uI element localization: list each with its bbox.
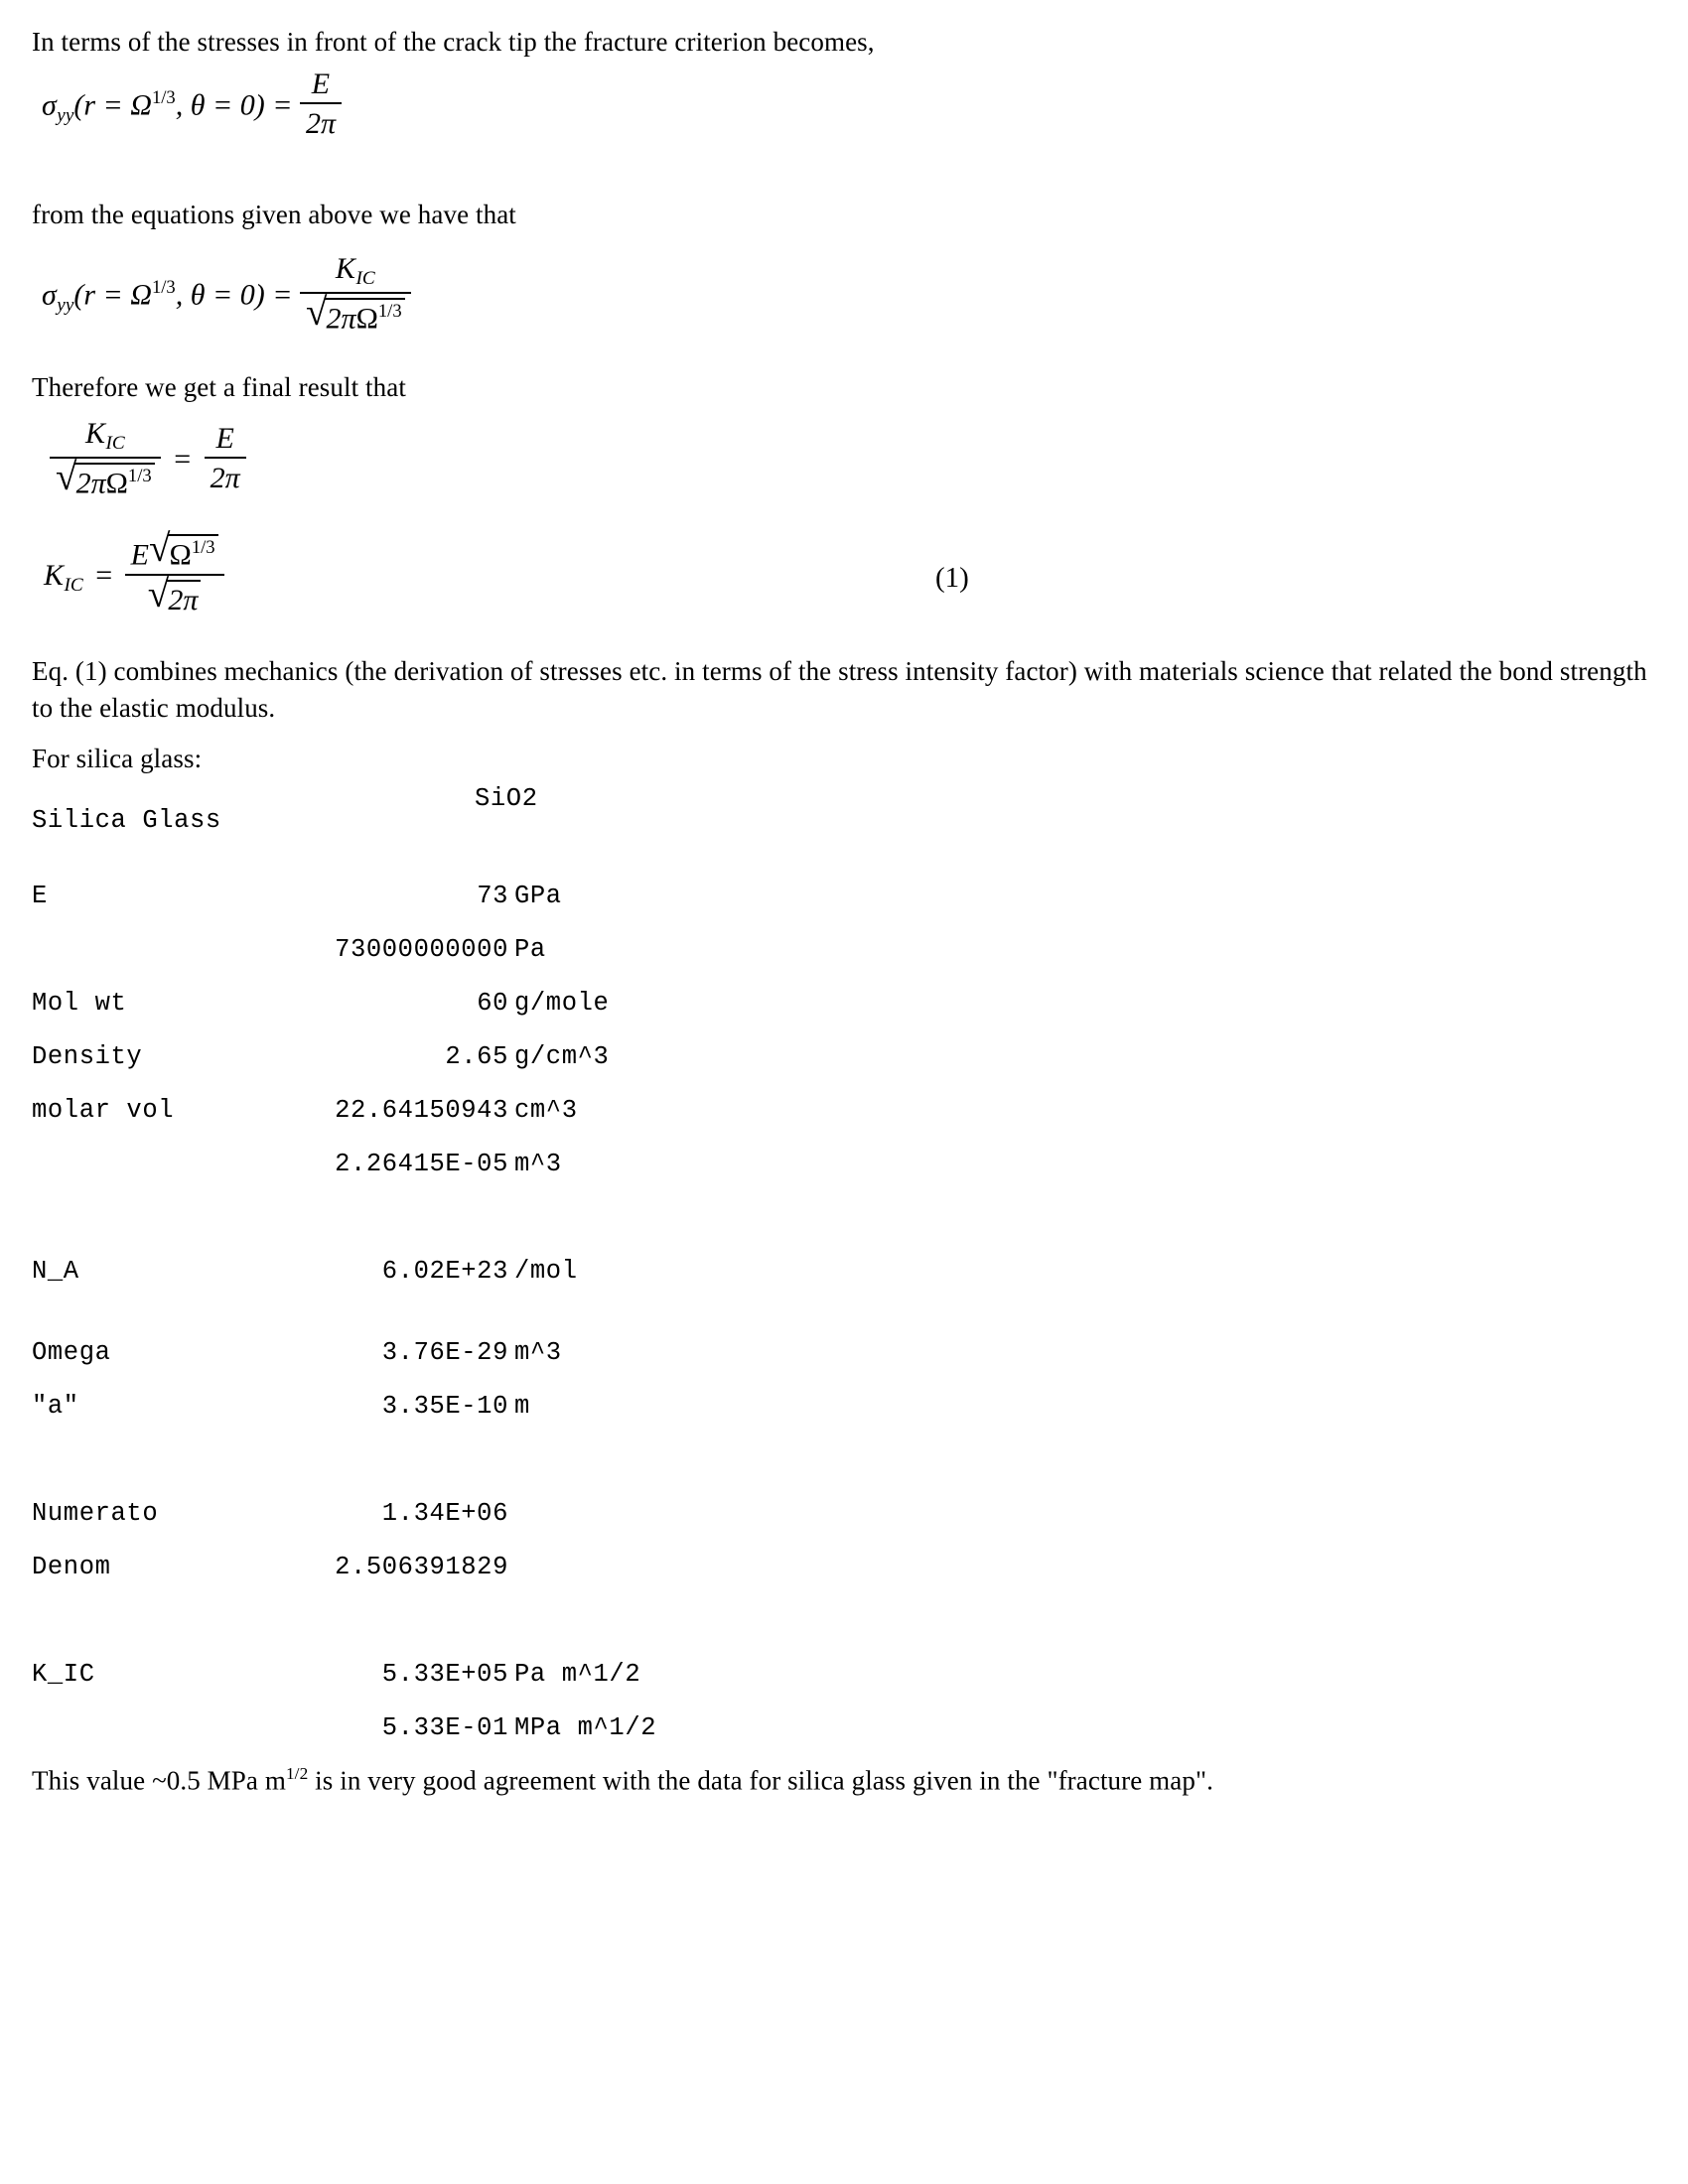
table-row-label: molar vol xyxy=(32,1096,175,1125)
table-row-value: 73000000000 xyxy=(335,935,508,964)
equation-sigma-yy-E-over-2pi xyxy=(42,68,342,144)
table-row-label: Denom xyxy=(32,1553,111,1581)
square-root xyxy=(56,456,155,500)
conclusion-superscript: 1/2 xyxy=(285,1764,309,1783)
table-row-unit: /mol xyxy=(514,1257,578,1286)
fraction-numerator: E √ $\Omega^{1/3}$ xyxy=(125,533,224,576)
table-row-value: 60 xyxy=(477,989,508,1018)
paragraph-therefore: Therefore we get a final result that xyxy=(32,372,406,402)
table-row-label: Mol wt xyxy=(32,989,127,1018)
eq-b-omega-exponent: 1/3 xyxy=(151,276,176,298)
equation-KIC-ratio-equals-E-over-2pi xyxy=(50,417,246,503)
table-title-label: Silica Glass xyxy=(32,806,221,835)
table-row-value: 1.34E+06 xyxy=(381,1499,508,1528)
sigma-subscript: yy xyxy=(57,294,74,316)
sigma-symbol: σ xyxy=(42,88,57,122)
paragraph-intro: In terms of the stresses in front of the crack tip the fracture criterion becomes, xyxy=(32,27,875,57)
paragraph-for-silica-glass: For silica glass: xyxy=(32,744,203,773)
table-row-label: E xyxy=(32,882,48,910)
fraction-denominator xyxy=(300,291,411,336)
table-row-value: 3.35E-10 xyxy=(381,1392,508,1421)
table-row-unit: m^3 xyxy=(514,1338,562,1367)
table-row-unit: cm^3 xyxy=(514,1096,578,1125)
equation-number-1: (1) xyxy=(935,562,969,594)
paragraph-conclusion xyxy=(32,1762,1665,1800)
square-root xyxy=(305,291,405,336)
equation-KIC-final xyxy=(44,527,224,620)
eq-b-args-rest: , θ = 0) = xyxy=(175,278,293,312)
paragraph-from-equations: from the equations given above we have that xyxy=(32,200,516,229)
eq1-explanation-line1: Eq. (1) combines mechanics (the derivation of stresses etc. in terms of the stress intensity factor) with materials science that xyxy=(32,656,1372,686)
table-row-value: 73 xyxy=(477,882,508,910)
radicand: $\Omega^{1/3}$ xyxy=(168,534,218,572)
fraction-denominator: 2π xyxy=(210,462,240,495)
radical-sign-icon: √ xyxy=(305,291,328,335)
table-row-unit: GPa xyxy=(514,882,562,910)
eq-b-args: (r = Ω xyxy=(73,278,152,312)
KIC-symbol: K xyxy=(44,559,65,593)
sigma-subscript: yy xyxy=(57,104,74,126)
fraction-denominator xyxy=(50,456,161,500)
table-row-label: K_IC xyxy=(32,1660,95,1689)
table-row-value: 2.65 xyxy=(445,1042,508,1071)
conclusion-post: is in very good agreement with the data for silica glass given in the "fracture map". xyxy=(308,1765,1213,1796)
radical-sign-icon: √ xyxy=(56,456,77,499)
table-row-label: Density xyxy=(32,1042,143,1071)
table-row-value: 6.02E+23 xyxy=(381,1257,508,1286)
fraction-numerator: E xyxy=(205,423,246,459)
table-row-label: N_A xyxy=(32,1257,79,1286)
table-row-label: Numerato xyxy=(32,1499,159,1528)
sigma-symbol: σ xyxy=(42,278,57,312)
eq-a-args: (r = Ω xyxy=(73,88,152,122)
table-row-unit: Pa m^1/2 xyxy=(514,1660,641,1689)
radicand: $2\pi\Omega^{1/3}$ xyxy=(74,463,155,500)
fraction-numerator: E xyxy=(300,68,342,104)
fraction-KIC-over-sqrt2piOmega xyxy=(50,418,161,500)
KIC-subscript: IC xyxy=(64,575,83,597)
table-row-value: 3.76E-29 xyxy=(381,1338,508,1367)
fraction-E-over-2pi xyxy=(205,423,246,495)
fraction-numerator: $K_{IC}$ xyxy=(300,253,411,294)
table-row-value: 5.33E+05 xyxy=(381,1660,508,1689)
fraction-KIC-over-sqrt2piOmega xyxy=(300,253,411,336)
table-row-unit: g/cm^3 xyxy=(514,1042,610,1071)
table-row-label: Omega xyxy=(32,1338,111,1367)
equals-sign: = xyxy=(95,559,113,593)
table-row-value: 5.33E-01 xyxy=(381,1713,508,1742)
radicand: $2\pi\Omega^{1/3}$ xyxy=(325,298,405,336)
conclusion-pre: This value ~0.5 MPa m xyxy=(32,1765,286,1796)
eq1-explanation-line2: related the bond strength to the elastic modulus. xyxy=(32,656,1647,724)
table-row-unit: Pa xyxy=(514,935,546,964)
table-row-unit: MPa m^1/2 xyxy=(514,1713,657,1742)
fraction-denominator: 2π xyxy=(305,107,336,141)
paragraph-eq1-explanation xyxy=(32,653,1665,728)
fraction-E-over-2pi xyxy=(300,68,342,141)
table-row-label: "a" xyxy=(32,1392,79,1421)
table-row-value: 22.64150943 xyxy=(335,1096,508,1125)
table-title-value: SiO2 xyxy=(475,784,538,813)
square-root xyxy=(147,573,202,617)
table-row-unit: g/mole xyxy=(514,989,610,1018)
square-root xyxy=(148,527,218,572)
table-row-unit: m xyxy=(514,1392,530,1421)
equation-sigma-yy-KIC xyxy=(42,252,411,339)
eq-a-omega-exponent: 1/3 xyxy=(151,86,176,108)
eq-a-args-rest: , θ = 0) = xyxy=(175,88,293,122)
radical-sign-icon: √ xyxy=(148,527,171,571)
table-row-unit: m^3 xyxy=(514,1150,562,1178)
fraction-denominator xyxy=(125,573,224,617)
radicand: 2π xyxy=(166,580,201,617)
table-row-value: 2.506391829 xyxy=(335,1553,508,1581)
table-row-value: 2.26415E-05 xyxy=(335,1150,508,1178)
fraction-EsqrtOmega-over-sqrt2pi xyxy=(125,527,224,617)
equals-sign: = xyxy=(174,443,192,477)
radical-sign-icon: √ xyxy=(147,573,170,616)
fraction-numerator: $K_{IC}$ xyxy=(50,418,161,459)
